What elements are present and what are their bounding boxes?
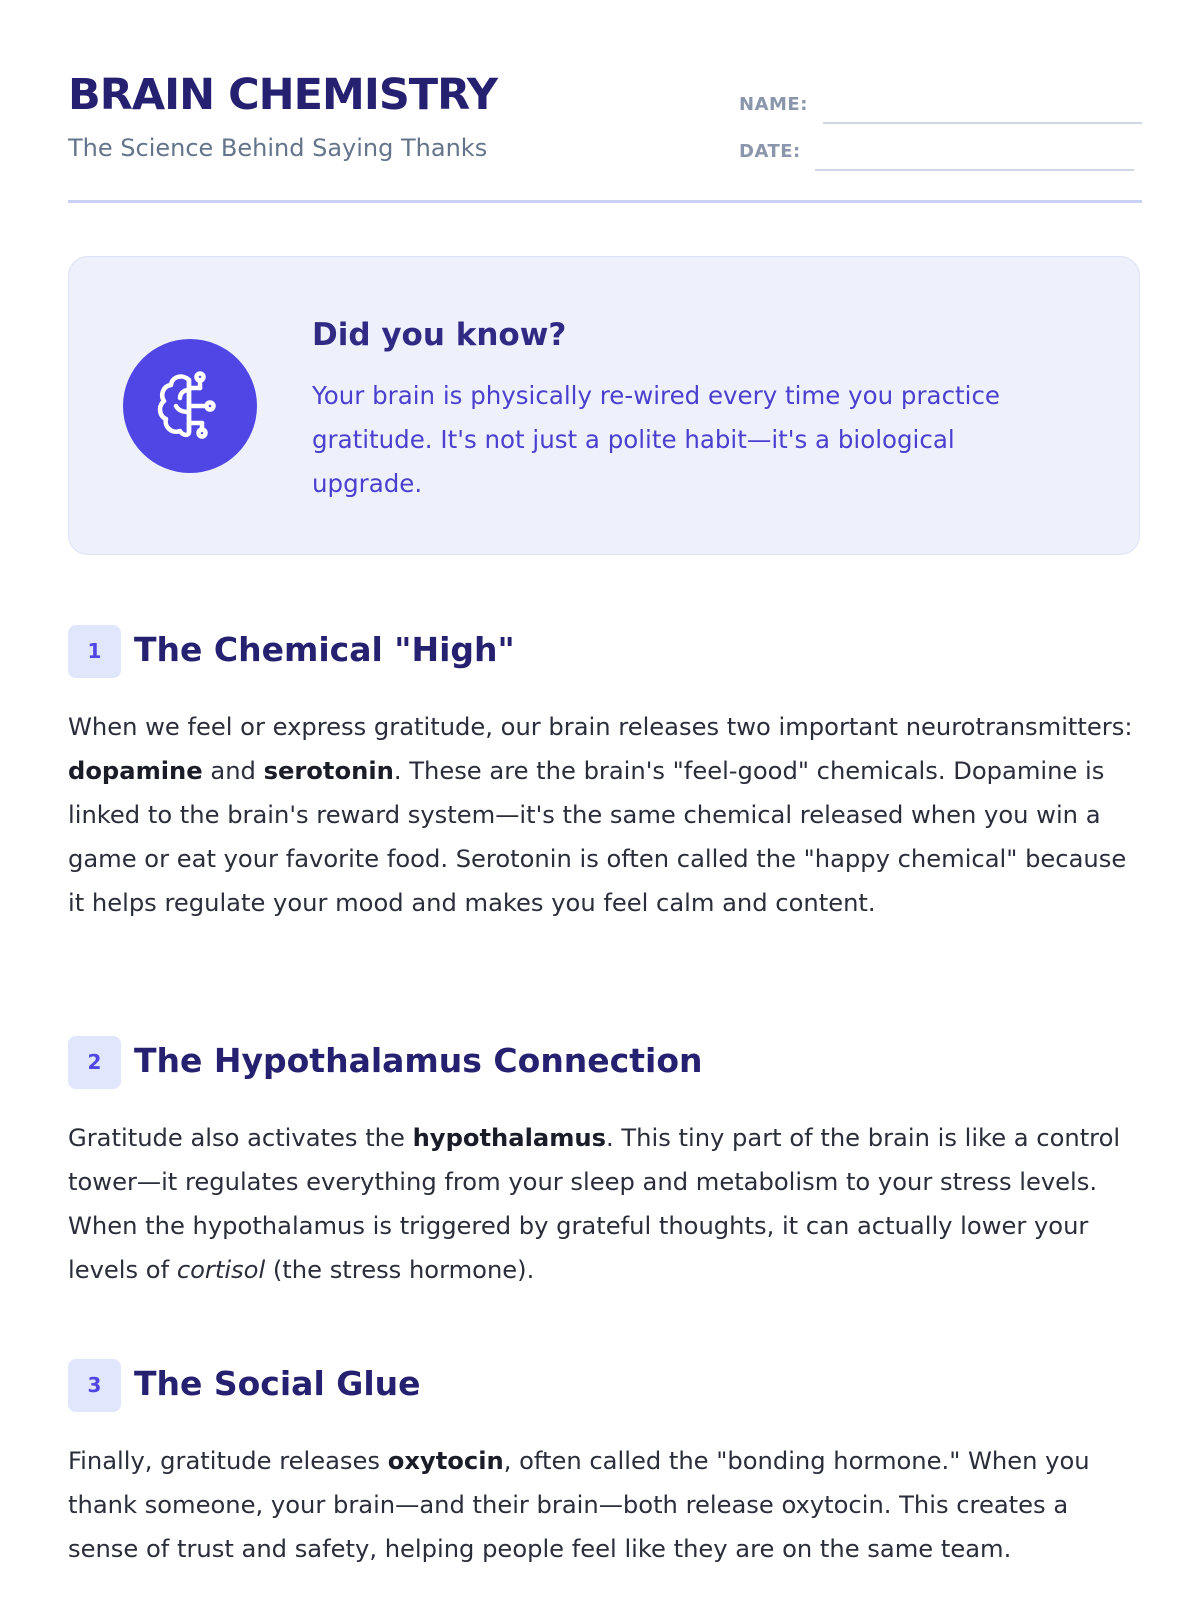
body-text: Gratitude also activates the [68,1124,413,1152]
term-cortisol: cortisol [176,1256,266,1284]
worksheet-header [68,68,1142,203]
body-text: When we feel or express gratitude, our brain releases two important neurotransmitters: [68,713,1133,741]
callout-heading: Did you know? [312,317,567,353]
section-title: The Social Glue [134,1364,421,1403]
name-label: NAME: [739,94,808,115]
section-body [68,1439,1142,1571]
name-line[interactable] [823,122,1142,124]
body-text: . This tiny part of the brain is like a control tower—it regulates everything from your sleep and metabolism to your stress levels. When the hypothalamus is triggered by grateful thoughts, it can actually lower your levels of [68,1124,1121,1284]
section-number-badge: 2 [68,1036,121,1089]
term-oxytocin: oxytocin [387,1447,504,1475]
term-dopamine: dopamine [68,757,203,785]
did-you-know-callout [68,256,1140,555]
section-body [68,705,1142,925]
body-text: (the stress hormone). [265,1256,535,1284]
section-title: The Hypothalamus Connection [134,1041,703,1080]
date-label: DATE: [739,141,801,162]
callout-text: Your brain is physically re-wired every time you practice gratitude. It's not just a polite habit—it's a biological upgrade. [312,381,1000,498]
page-subtitle: The Science Behind Saying Thanks [68,134,488,162]
section-body [68,1116,1142,1292]
brain-icon [123,339,257,473]
body-text: and [202,757,264,785]
term-serotonin: serotonin [263,757,394,785]
body-text: , often called the "bonding hormone." When you thank someone, your brain—and their brain—both release oxytocin. This creates a sense of trust and safety, helping people feel like they are on the same team. [68,1447,1090,1563]
date-line[interactable] [815,169,1134,171]
name-field[interactable] [739,94,1142,141]
term-hypothalamus: hypothalamus [412,1124,607,1152]
body-text: . These are the brain's "feel-good" chemicals. Dopamine is linked to the brain's reward system—it's the same chemical released when you win a game or eat your favorite food. Serotonin is often called the "happy chemical" because it helps regulate your mood and makes you feel calm and content. [68,757,1127,917]
page-title: BRAIN CHEMISTRY [68,70,498,120]
body-text: Finally, gratitude releases [68,1447,388,1475]
date-field[interactable] [739,141,1142,188]
student-info-fields [739,94,1142,188]
section-number-badge: 3 [68,1359,121,1412]
section-number-badge: 1 [68,625,121,678]
section-title: The Chemical "High" [134,630,515,669]
